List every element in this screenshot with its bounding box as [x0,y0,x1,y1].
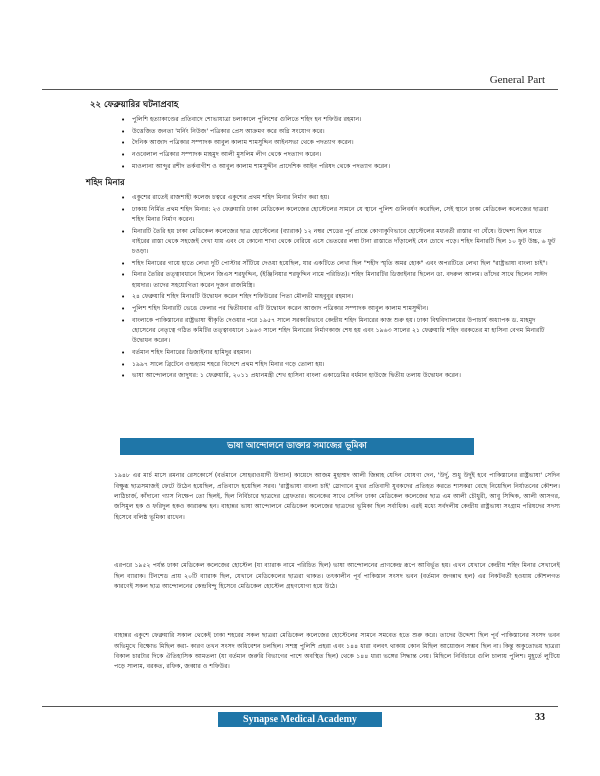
list-item: • মাওলানা আব্দুর রশীদ তর্কবাগীশ ও আবুল কালাম শামসুদ্দীন প্রাদেশিক আইন পরিষদ থেকে পদত্যাগ করেন। [121,162,391,171]
list-item: • একুশের রাতেই রাজশাহী কলেজ চত্বরে একুশের প্রথম শহিদ মিনার নির্মাণ করা হয়। [121,194,330,203]
bullet-icon: • [121,151,126,160]
bullet-icon: • [121,293,126,302]
page-number: 33 [535,712,545,723]
bullet-icon: • [121,271,126,280]
bullet-icon: • [121,162,126,171]
section-heading-shaheed-minar: শহিদ মিনার [86,178,125,189]
bullet-icon: • [121,316,126,325]
list-item: • নওবেলাল পত্রিকার সম্পাদক মাহমুদ আলী মুসলিম লীগ থেকে পদত্যাগ করেন। [121,151,322,160]
feb22-list [48,115,558,172]
bullet-icon: • [121,372,126,381]
running-header: General Part [489,74,545,86]
section-heading-feb22: ২২ ফেব্রুয়ারির ঘটনাপ্রবাহ [90,100,179,110]
section-banner: ভাষা আন্দোলনে ডাক্তার সমাজের ভূমিকা [120,438,474,455]
footer-academy-name: Synapse Medical Academy [218,712,382,727]
list-item: • মিনার তৈরির তত্ত্বাবধানে ছিলেন জিএস শরফুদ্দিন, (ইঞ্জিনিয়ার শরফুদ্দিন নামে পরিচিত)। শহিদ মিনারটির ডিজাইনার ছিলেন ডা. বদরুল আলম। তাঁদের সাথে ছিলেন সাঈদ হায়দার। তাদের সহযোগিতা করেন দুজন রাজমিস্ত্রি। [121,271,548,289]
list-item: • উত্তেজিত জনতা 'মর্নিং নিউজ' পত্রিকার প্রেস আক্রমণ করে অগ্নি সংযোগ করে। [121,127,325,136]
bullet-icon: • [121,348,126,357]
bullet-icon: • [121,127,126,136]
list-item: • ২৪ ফেব্রুয়ারি শহিদ মিনারটি উদ্বোধন করেন শহিদ শফিউরের পিতা মৌলভী মাহবুবুর রহমান। [121,293,354,302]
header-divider [42,89,558,90]
shaheed-minar-list [48,193,558,381]
bullet-icon: • [121,194,126,203]
bullet-icon: • [121,360,126,369]
bullet-icon: • [121,227,126,236]
bullet-icon: • [121,305,126,314]
bullet-icon: • [121,259,126,268]
bullet-icon: • [121,139,126,148]
list-item: • বাংলাকে পাকিস্তানের রাষ্ট্রভাষা স্বীকৃতি দেওয়ার পরে ১৯৫৭ সালে সরকারিভাবে কেন্দ্রীয় শহিদ মিনারের কাজ শুরু হয়। ঢাকা বিশ্ববিদ্যালয়ের উপাচার্য অধ্যাপক ড. মাহমুদ হোসেনের নেতৃত্বে গঠিত কমিটির তত্ত্বাবধানে ১৯৬৩ সালে শহিদ মিনারের নির্মাণকাজ শেষ হয় এবং ১৯৬৩ সালের ২১ ফেব্রুয়ারি শহিদ বরকতের মা হাসিনা বেগম মিনারটি উদ্বোধন করেন। [121,316,545,345]
list-item: • দৈনিক আজাদ পত্রিকার সম্পাদক আবুল কালাম শামসুদ্দিন আইনসভা থেকে পদত্যাগ করেন। [121,139,354,148]
list-item: • ভাষা আন্দোলনের জাদুঘর: ১ ফেব্রুয়ারি, ২০১১ প্রধানমন্ত্রী শেখ হাসিনা বাংলা একাডেমির বর্ধমান হাউজে দ্বিতীয় তলায় উদ্বোধন করেন। [121,372,461,381]
list-item: • শহিদ মিনারের গায়ে হাতে লেখা দুটি পোস্টার সাঁটিয়ে দেওয়া হয়েছিল, যার একটিতে লেখা ছিল "শহীদ স্মৃতি অমর হোক" এবং অপরটিতে লেখা ছিল "রাষ্ট্রভাষা বাংলা চাই"। [121,259,548,268]
paragraph-2: এরপরে ১৯৫২ পর্যন্ত ঢাকা মেডিকেল কলেজের হোস্টেল (যা ব্যারাক নামে পরিচিত ছিল) ভাষা আন্দোলনের প্রাণকেন্দ্র রূপে আবির্ভূত হয়। এখন যেখানে কেন্দ্রীয় শহিদ মিনার সেখানেই ছিল ব্যারাক। টিনশেড প্রায় ২০টি ব্যারাক ছিল, যেখানে মেডিকেলের ছাত্ররা থাকত। তৎকালীন পূর্ব পাকিস্তান সংসদ ভবন (বর্তমান জগন্নাথ হল) এর নিকটবর্তী হওয়ায় কৌশলগত কারণেই সকল ছাত্র আন্দোলনের কেন্দ্রবিন্দু হিসেবে মেডিকেল হোস্টেল গ্রহণযোগ্য হয়ে উঠে। [114,562,560,590]
footer-divider [42,706,558,707]
list-item: • ১৯৯৭ সালে ব্রিটেনে ওল্ডহ্যাম শহরে বিদেশে প্রথম শহিদ মিনার গড়ে তোলা হয়। [121,360,325,369]
list-item: • পুলিশি হত্যাকাণ্ডের প্রতিবাদে শোভাযাত্রা চলাকালে পুলিশের গুলিতে শহিদ হন শফিউর রহমান। [121,116,362,124]
main-content [48,96,558,383]
list-item: • মিনারটি তৈরি হয় ঢাকা মেডিকেল কলেজের ছাত্র হোস্টেলের (ব্যারাক) ১২ নম্বর শেডের পূর্ব প্রান্তে কোণাকুণিভাবে হোস্টেলের মধ্যবর্তী রাস্তার গা ঘেঁষে। উদ্দেশ্য ছিল যাতে বাইরের রাস্তা থেকে সহজেই দেখা যায় এবং যে কোনো শাখা থেকে বেরিয়ে এসে ভেতরের লম্বা টানা রাস্তাতে দাঁড়ালেই যেন চোখে পড়ে। শহিদ মিনারটি ছিল ১০ ফুট উচ্চ, ৬ ফুট চওড়া। [121,227,556,256]
bullet-icon: • [121,205,126,214]
paragraph-3: বাহান্নর একুশে ফেব্রুয়ারি সকাল থেকেই ঢাকা শহরের সকল ছাত্ররা মেডিকেল কলেজের হোস্টেলের সামনে সমবেত হতে শুরু করে। তাদের উদ্দেশ্য ছিল পূর্ব পাকিস্তানের সংসদ ভবন অভিমুখে বিক্ষোভ মিছিল করা- কারণ তখন সংসদ অধিবেশন চলছিল। সশস্ত্র পুলিশি প্রহরা এবং ১৪৪ ধারা বলবৎ থাকায় কোন মিছিল আয়োজন সম্ভব ছিল না। কিন্তু অকুতোভয় ছাত্ররা বিকাল চারটার দিকে ঐতিহাসিক আমতলা (যা বর্তমান জরুরি বিভাগের পাশে অবস্থিত ছিল) থেকে ১৪৪ ধারা ভঙ্গের সিদ্ধান্ত নেয়। মিছিলে নির্বিচারে গুলি চালায় পুলিশ। মুহূর্তে লুটিয়ে পড়ে সালাম, বরকত, রফিক, জব্বার ও শফিউর। [114,632,560,671]
list-item: • বর্তমান শহিদ মিনারের ডিজাইনার হামিদুর রহমান। [121,348,252,357]
list-item: • পুলিশ শহিদ মিনারটি ভেঙে ফেলার পর দ্বিতীয়বার এটি উদ্বোধন করেন আজাদ পত্রিকার সম্পাদক আবুল কালাম শামসুদ্দীন। [121,305,429,314]
paragraph-1: ১৯৪৮ এর মার্চ মাসে রমনার রেসকোর্সে (বর্তমানে সোহরাওয়ার্দী উদ্যান) কায়েদে আজম মুহাম্মদ আলী জিন্নাহ যেদিন ঘোষণা দেন, 'উর্দু, শুধু উর্দুই হবে পাকিস্তানের রাষ্ট্রভাষা' সেদিন বিক্ষুব্ধ ছাত্রসমাজই ফেটে উঠেন হয়েছিল, প্রতিবাদে হয়েছিল সরব। 'রাষ্ট্রভাষা বাংলা চাই' স্লোগানে মুখর প্রতিবাদী যুবকদের প্রতিহত করতে শাসকরা বেছে নিয়েছিল নির্যাতনের কৌশল। লাঠিচার্জ, কাঁদানো গ্যাস নিক্ষেপ তো ছিলই, ছিল নির্বিচারে ছাত্রদের গ্রেফতার। অনেকের সাথে সেদিন ঢাকা মেডিকেল কলেজের ছাত্র এম আলী চৌধুরী, আবু সিদ্দিক, আলী আসগর, জসিমুল হক ও ফরিদুল হকও কারারুদ্ধ হন। বাহান্নর ভাষা আন্দোলনে মেডিকেল কলেজের ছাত্রদের ভূমিকা ছিল সর্বাধিক। এরই মধ্যে সর্বদলীয় কেন্দ্রীয় রাষ্ট্রভাষা সংগ্রাম পরিষদের সদস্য হিসেবে বলিষ্ঠ ভূমিকা রাখেন। [114,472,560,521]
bullet-icon: • [121,116,126,124]
list-item: • ঢাকায় নির্মিত প্রথম শহিদ মিনার: ২৩ ফেব্রুয়ারি ঢাকা মেডিকেল কলেজের হোস্টেলের সামনে যে স্থানে পুলিশ গুলিবর্ষণ করেছিল, সেই স্থানে ঢাকা মেডিকেল কলেজের ছাত্ররা শহিদ মিনার নির্মাণ করেন। [121,205,549,223]
